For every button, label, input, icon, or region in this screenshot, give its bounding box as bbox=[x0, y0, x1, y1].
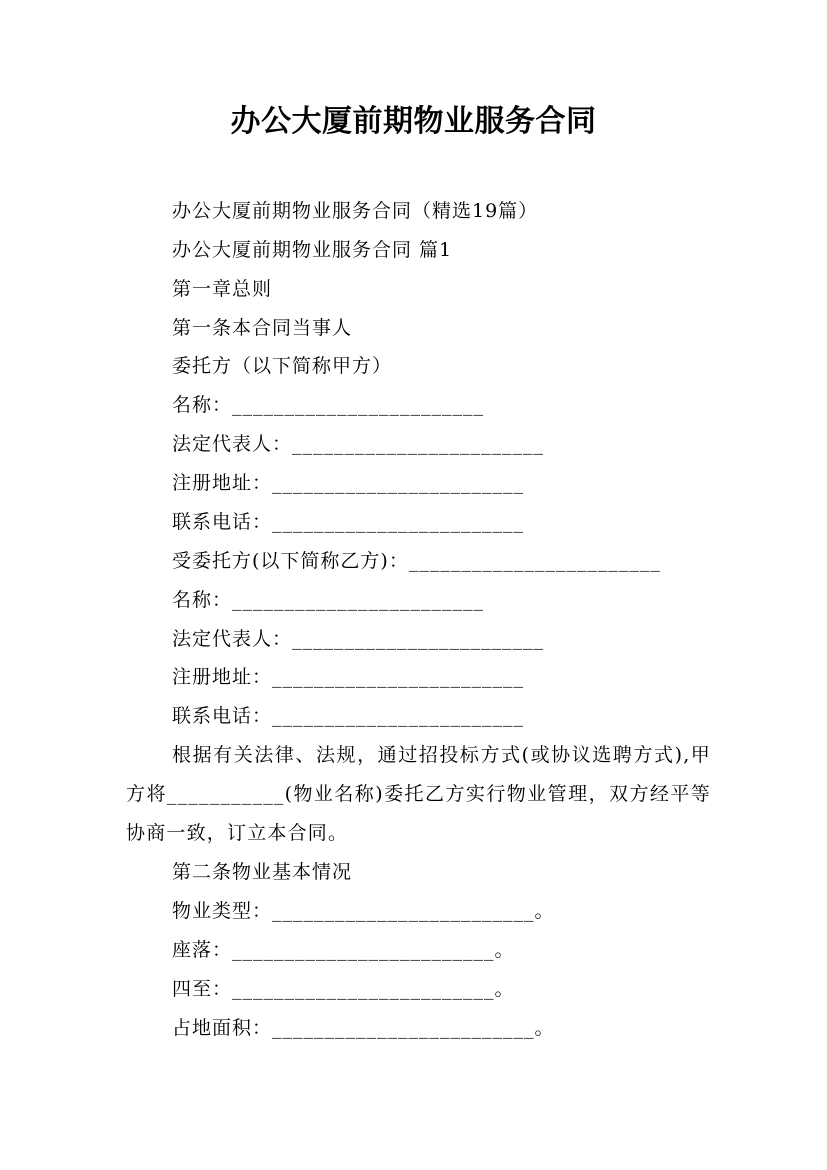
property-location-line: 座落：_________________________。 bbox=[172, 939, 515, 961]
article-heading: 第一条本合同当事人 bbox=[172, 317, 353, 339]
party-b-heading: 受委托方(以下简称乙方)：________________________ bbox=[172, 550, 661, 572]
party-a-address-line: 注册地址：________________________ bbox=[172, 472, 525, 494]
land-area-line: 占地面积：_________________________。 bbox=[172, 1017, 555, 1039]
party-b-phone-line: 联系电话：________________________ bbox=[172, 705, 525, 727]
document-title: 办公大厦前期物业服务合同 bbox=[230, 104, 597, 139]
contract-preamble-paragraph: 根据有关法律、法规，通过招投标方式(或协议选聘方式),甲方将___________(物业名称)委托乙方实行物业管理，双方经平等协商一致，订立本合同。 bbox=[126, 744, 711, 844]
party-b-address-line: 注册地址：________________________ bbox=[172, 666, 525, 688]
party-b-representative-line: 法定代表人：________________________ bbox=[172, 628, 545, 650]
property-boundaries-line: 四至：_________________________。 bbox=[172, 978, 515, 1000]
section-heading: 办公大厦前期物业服务合同 篇1 bbox=[172, 239, 453, 261]
chapter-heading: 第一章总则 bbox=[172, 278, 273, 300]
property-type-line: 物业类型：_________________________。 bbox=[172, 900, 555, 922]
article-two-heading: 第二条物业基本情况 bbox=[172, 861, 353, 883]
document-subtitle: 办公大厦前期物业服务合同（精选19篇） bbox=[172, 200, 539, 222]
party-a-phone-line: 联系电话：________________________ bbox=[172, 511, 525, 533]
party-a-heading: 委托方（以下简称甲方） bbox=[172, 355, 393, 377]
party-b-name-line: 名称：________________________ bbox=[172, 589, 485, 611]
party-a-name-line: 名称：________________________ bbox=[172, 394, 485, 416]
party-a-representative-line: 法定代表人：________________________ bbox=[172, 433, 545, 455]
